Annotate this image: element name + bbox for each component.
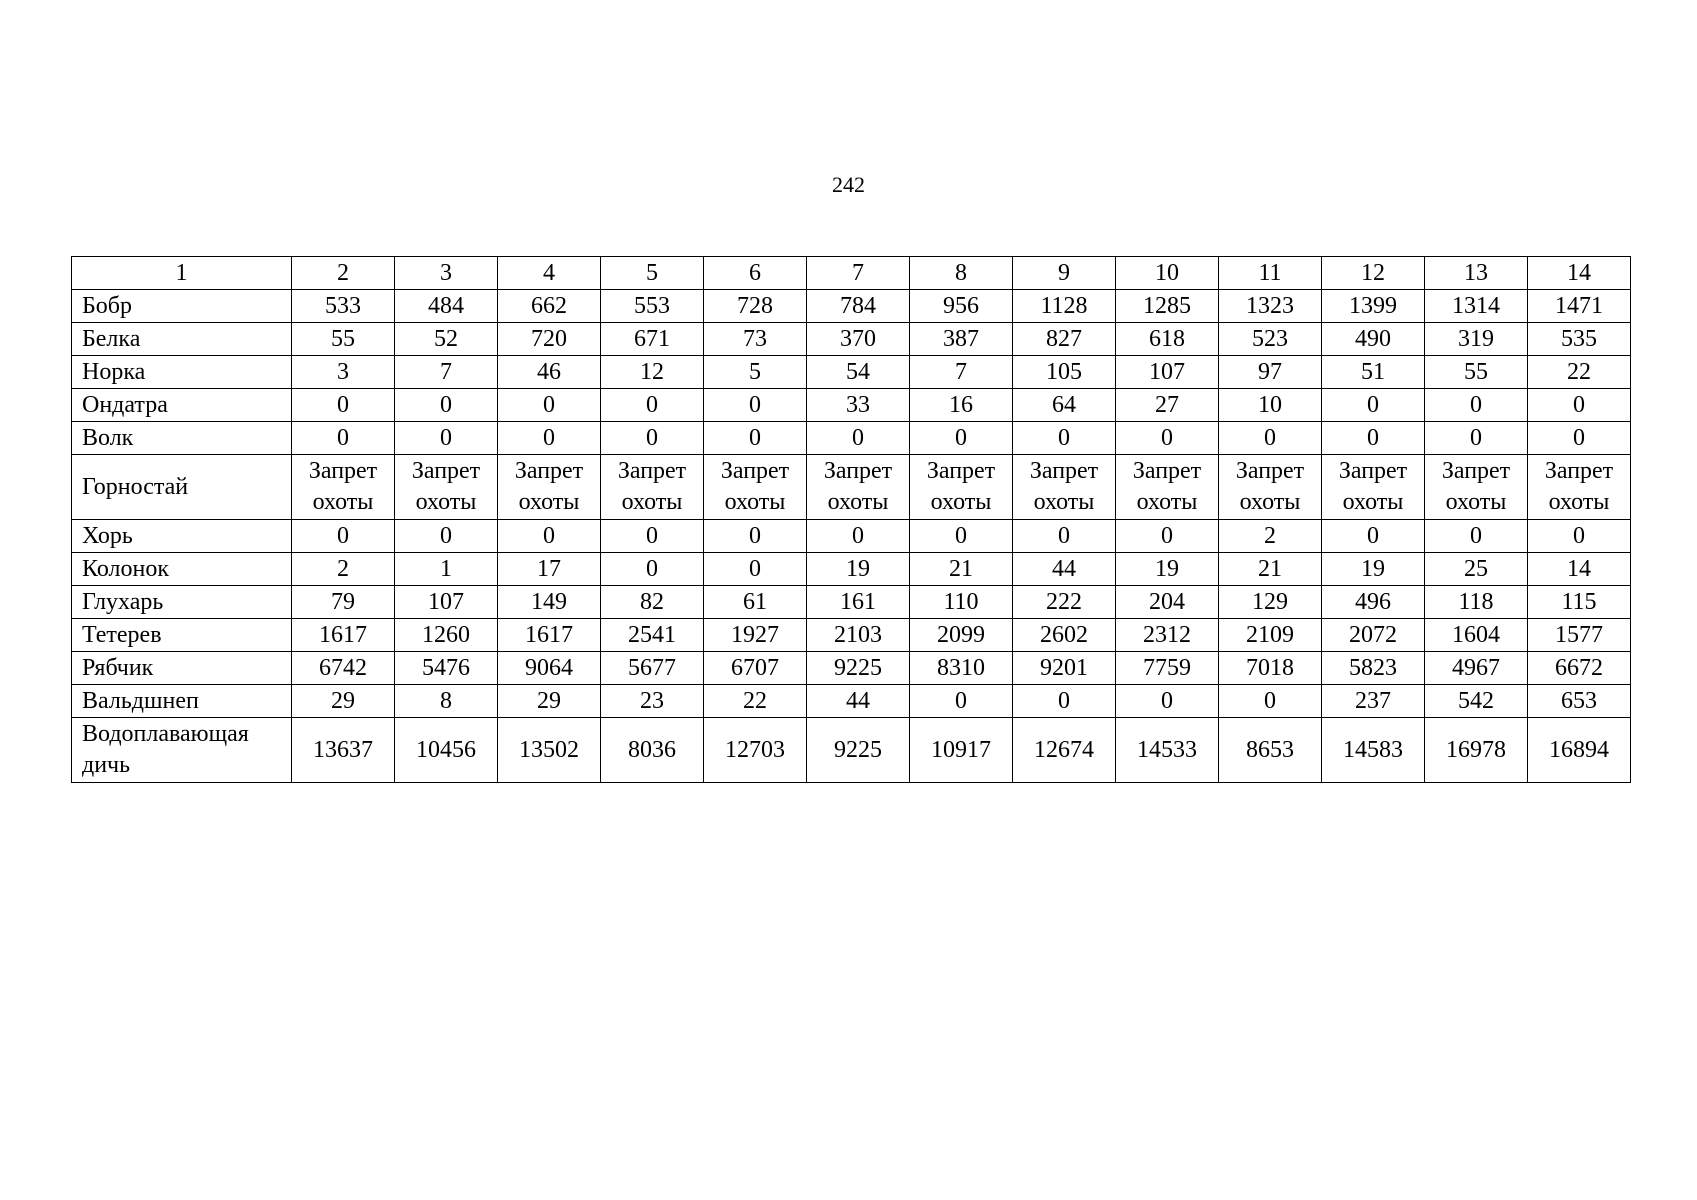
- value-cell: 1471: [1528, 290, 1631, 323]
- value-cell: 61: [704, 586, 807, 619]
- value-cell: 110: [910, 586, 1013, 619]
- species-name-cell: Глухарь: [72, 586, 292, 619]
- value-cell: 44: [807, 685, 910, 718]
- value-cell: 6742: [292, 652, 395, 685]
- table-row: [72, 323, 1631, 356]
- cell-line: Запрет: [514, 458, 584, 484]
- value-cell: 19: [807, 553, 910, 586]
- value-cell: 387: [910, 323, 1013, 356]
- value-cell: 542: [1425, 685, 1528, 718]
- cell-line: охоты: [1445, 489, 1507, 515]
- column-number-cell: 14: [1528, 257, 1631, 290]
- species-name-cell: Тетерев: [72, 619, 292, 652]
- value-cell: 19: [1116, 553, 1219, 586]
- column-number-cell: 12: [1322, 257, 1425, 290]
- value-cell: 7: [910, 356, 1013, 389]
- value-cell: 2: [292, 553, 395, 586]
- value-cell: 29: [292, 685, 395, 718]
- value-cell: 161: [807, 586, 910, 619]
- value-cell: 129: [1219, 586, 1322, 619]
- value-cell: 0: [1322, 520, 1425, 553]
- value-cell: 533: [292, 290, 395, 323]
- column-number-cell: 2: [292, 257, 395, 290]
- table-row: [72, 553, 1631, 586]
- value-cell: [1528, 455, 1631, 520]
- value-cell: 956: [910, 290, 1013, 323]
- value-cell: 16: [910, 389, 1013, 422]
- value-cell: 10917: [910, 718, 1013, 783]
- value-cell: 222: [1013, 586, 1116, 619]
- value-cell: 671: [601, 323, 704, 356]
- value-cell: 54: [807, 356, 910, 389]
- table-row: [72, 685, 1631, 718]
- species-name-cell: Норка: [72, 356, 292, 389]
- table-row: [72, 520, 1631, 553]
- column-number-cell: 3: [395, 257, 498, 290]
- cell-line: охоты: [930, 489, 992, 515]
- cell-line: охоты: [1033, 489, 1095, 515]
- value-cell: 0: [498, 520, 601, 553]
- value-cell: 115: [1528, 586, 1631, 619]
- value-cell: [498, 455, 601, 520]
- cell-line: охоты: [1136, 489, 1198, 515]
- table-body: [72, 257, 1631, 783]
- value-cell: 1399: [1322, 290, 1425, 323]
- value-cell: 1260: [395, 619, 498, 652]
- value-cell: [1116, 455, 1219, 520]
- value-cell: 2312: [1116, 619, 1219, 652]
- value-cell: [807, 455, 910, 520]
- value-cell: 0: [910, 422, 1013, 455]
- value-cell: 0: [1013, 520, 1116, 553]
- value-cell: 0: [1013, 685, 1116, 718]
- table-row: [72, 455, 1631, 520]
- value-cell: 14: [1528, 553, 1631, 586]
- value-cell: 1604: [1425, 619, 1528, 652]
- cell-line: Запрет: [1441, 458, 1511, 484]
- cell-line: Запрет: [411, 458, 481, 484]
- column-number-cell: 13: [1425, 257, 1528, 290]
- column-number-cell: 7: [807, 257, 910, 290]
- value-cell: 5677: [601, 652, 704, 685]
- column-number-cell: 11: [1219, 257, 1322, 290]
- value-cell: 0: [395, 389, 498, 422]
- value-cell: 149: [498, 586, 601, 619]
- value-cell: 0: [1425, 520, 1528, 553]
- cell-line: охоты: [518, 489, 580, 515]
- value-cell: 0: [601, 553, 704, 586]
- value-cell: 55: [1425, 356, 1528, 389]
- value-cell: 0: [395, 520, 498, 553]
- value-cell: 1: [395, 553, 498, 586]
- value-cell: 10: [1219, 389, 1322, 422]
- value-cell: 107: [395, 586, 498, 619]
- value-cell: 653: [1528, 685, 1631, 718]
- value-cell: 33: [807, 389, 910, 422]
- value-cell: 5476: [395, 652, 498, 685]
- value-cell: [1219, 455, 1322, 520]
- cell-line: Запрет: [1132, 458, 1202, 484]
- cell-line: охоты: [827, 489, 889, 515]
- value-cell: 19: [1322, 553, 1425, 586]
- value-cell: 17: [498, 553, 601, 586]
- value-cell: 8036: [601, 718, 704, 783]
- value-cell: 0: [1219, 685, 1322, 718]
- value-cell: 0: [704, 389, 807, 422]
- value-cell: 2109: [1219, 619, 1322, 652]
- value-cell: 0: [498, 389, 601, 422]
- species-name-cell: Колонок: [72, 553, 292, 586]
- value-cell: 79: [292, 586, 395, 619]
- cell-line: Запрет: [823, 458, 893, 484]
- table-row: [72, 389, 1631, 422]
- value-cell: 13502: [498, 718, 601, 783]
- value-cell: 0: [1116, 422, 1219, 455]
- value-cell: 490: [1322, 323, 1425, 356]
- value-cell: 0: [395, 422, 498, 455]
- value-cell: 8310: [910, 652, 1013, 685]
- value-cell: 2072: [1322, 619, 1425, 652]
- value-cell: 0: [1528, 422, 1631, 455]
- cell-line: охоты: [1548, 489, 1610, 515]
- value-cell: 105: [1013, 356, 1116, 389]
- value-cell: 5: [704, 356, 807, 389]
- value-cell: 720: [498, 323, 601, 356]
- value-cell: [1322, 455, 1425, 520]
- value-cell: 12: [601, 356, 704, 389]
- value-cell: 1617: [292, 619, 395, 652]
- cell-line: Запрет: [308, 458, 378, 484]
- value-cell: 0: [910, 685, 1013, 718]
- value-cell: 237: [1322, 685, 1425, 718]
- value-cell: 0: [292, 422, 395, 455]
- value-cell: [910, 455, 1013, 520]
- value-cell: 1128: [1013, 290, 1116, 323]
- value-cell: 523: [1219, 323, 1322, 356]
- column-number-cell: 5: [601, 257, 704, 290]
- value-cell: 784: [807, 290, 910, 323]
- value-cell: 23: [601, 685, 704, 718]
- column-number-row: [72, 257, 1631, 290]
- value-cell: 618: [1116, 323, 1219, 356]
- value-cell: 8: [395, 685, 498, 718]
- value-cell: 5823: [1322, 652, 1425, 685]
- value-cell: 0: [1322, 422, 1425, 455]
- value-cell: 55: [292, 323, 395, 356]
- value-cell: 1314: [1425, 290, 1528, 323]
- value-cell: 118: [1425, 586, 1528, 619]
- species-name-cell: Волк: [72, 422, 292, 455]
- value-cell: 107: [1116, 356, 1219, 389]
- cell-line: охоты: [1342, 489, 1404, 515]
- table-row: [72, 718, 1631, 783]
- value-cell: 0: [1322, 389, 1425, 422]
- value-cell: [292, 455, 395, 520]
- value-cell: 0: [1425, 389, 1528, 422]
- value-cell: 0: [292, 389, 395, 422]
- value-cell: 0: [1116, 520, 1219, 553]
- value-cell: 21: [1219, 553, 1322, 586]
- value-cell: 14533: [1116, 718, 1219, 783]
- value-cell: 9225: [807, 718, 910, 783]
- value-cell: 6707: [704, 652, 807, 685]
- column-number-cell: 4: [498, 257, 601, 290]
- value-cell: 319: [1425, 323, 1528, 356]
- value-cell: 2: [1219, 520, 1322, 553]
- species-name-cell: Белка: [72, 323, 292, 356]
- value-cell: 2103: [807, 619, 910, 652]
- value-cell: 10456: [395, 718, 498, 783]
- value-cell: 12674: [1013, 718, 1116, 783]
- value-cell: 0: [1116, 685, 1219, 718]
- value-cell: 0: [1219, 422, 1322, 455]
- species-name-cell: Рябчик: [72, 652, 292, 685]
- value-cell: 46: [498, 356, 601, 389]
- table-row: [72, 652, 1631, 685]
- cell-line: охоты: [312, 489, 374, 515]
- table-row: [72, 290, 1631, 323]
- value-cell: 9201: [1013, 652, 1116, 685]
- value-cell: 0: [807, 422, 910, 455]
- value-cell: 14583: [1322, 718, 1425, 783]
- value-cell: 1617: [498, 619, 601, 652]
- value-cell: 73: [704, 323, 807, 356]
- value-cell: 553: [601, 290, 704, 323]
- value-cell: 8653: [1219, 718, 1322, 783]
- value-cell: [1013, 455, 1116, 520]
- value-cell: 97: [1219, 356, 1322, 389]
- value-cell: 0: [807, 520, 910, 553]
- value-cell: 13637: [292, 718, 395, 783]
- value-cell: [601, 455, 704, 520]
- cell-line: Запрет: [926, 458, 996, 484]
- value-cell: 27: [1116, 389, 1219, 422]
- value-cell: 25: [1425, 553, 1528, 586]
- value-cell: 52: [395, 323, 498, 356]
- species-name-cell: Хорь: [72, 520, 292, 553]
- value-cell: 1285: [1116, 290, 1219, 323]
- page-number: 242: [832, 172, 865, 197]
- value-cell: 0: [1013, 422, 1116, 455]
- value-cell: 484: [395, 290, 498, 323]
- value-cell: 827: [1013, 323, 1116, 356]
- value-cell: 44: [1013, 553, 1116, 586]
- value-cell: 21: [910, 553, 1013, 586]
- value-cell: 64: [1013, 389, 1116, 422]
- value-cell: 535: [1528, 323, 1631, 356]
- value-cell: 0: [910, 520, 1013, 553]
- value-cell: 16978: [1425, 718, 1528, 783]
- table-row: [72, 356, 1631, 389]
- value-cell: 7: [395, 356, 498, 389]
- value-cell: 0: [601, 520, 704, 553]
- cell-line: охоты: [1239, 489, 1301, 515]
- value-cell: 0: [704, 422, 807, 455]
- value-cell: 0: [704, 553, 807, 586]
- value-cell: 3: [292, 356, 395, 389]
- value-cell: 496: [1322, 586, 1425, 619]
- table-row: [72, 619, 1631, 652]
- value-cell: 7759: [1116, 652, 1219, 685]
- value-cell: 0: [601, 389, 704, 422]
- cell-line: Запрет: [1544, 458, 1614, 484]
- column-number-cell: 1: [72, 257, 292, 290]
- value-cell: 204: [1116, 586, 1219, 619]
- cell-line: Водоплавающая: [82, 721, 249, 747]
- value-cell: 0: [1528, 520, 1631, 553]
- species-name-cell: Бобр: [72, 290, 292, 323]
- cell-line: Запрет: [1029, 458, 1099, 484]
- column-number-cell: 9: [1013, 257, 1116, 290]
- value-cell: 1927: [704, 619, 807, 652]
- column-number-cell: 8: [910, 257, 1013, 290]
- value-cell: 16894: [1528, 718, 1631, 783]
- species-name-cell: Горностай: [72, 455, 292, 520]
- value-cell: 0: [1425, 422, 1528, 455]
- value-cell: [395, 455, 498, 520]
- cell-line: Запрет: [720, 458, 790, 484]
- value-cell: 82: [601, 586, 704, 619]
- cell-line: Запрет: [1235, 458, 1305, 484]
- value-cell: 51: [1322, 356, 1425, 389]
- value-cell: 1323: [1219, 290, 1322, 323]
- value-cell: 2541: [601, 619, 704, 652]
- column-number-cell: 6: [704, 257, 807, 290]
- value-cell: 9225: [807, 652, 910, 685]
- value-cell: 728: [704, 290, 807, 323]
- species-name-cell: [72, 718, 292, 783]
- value-cell: 7018: [1219, 652, 1322, 685]
- value-cell: 0: [1528, 389, 1631, 422]
- cell-line: Запрет: [1338, 458, 1408, 484]
- value-cell: 1577: [1528, 619, 1631, 652]
- species-name-cell: Вальдшнеп: [72, 685, 292, 718]
- cell-line: охоты: [621, 489, 683, 515]
- table-row: [72, 586, 1631, 619]
- cell-line: охоты: [415, 489, 477, 515]
- value-cell: 2099: [910, 619, 1013, 652]
- cell-line: охоты: [724, 489, 786, 515]
- cell-line: дичь: [82, 752, 131, 778]
- value-cell: 29: [498, 685, 601, 718]
- value-cell: 0: [704, 520, 807, 553]
- cell-line: Запрет: [617, 458, 687, 484]
- value-cell: [704, 455, 807, 520]
- value-cell: 370: [807, 323, 910, 356]
- value-cell: 22: [1528, 356, 1631, 389]
- value-cell: 0: [498, 422, 601, 455]
- hunting-statistics-table: [71, 256, 1631, 783]
- value-cell: 0: [601, 422, 704, 455]
- value-cell: [1425, 455, 1528, 520]
- table-row: [72, 422, 1631, 455]
- column-number-cell: 10: [1116, 257, 1219, 290]
- value-cell: 22: [704, 685, 807, 718]
- value-cell: 6672: [1528, 652, 1631, 685]
- species-name-cell: Ондатра: [72, 389, 292, 422]
- value-cell: 4967: [1425, 652, 1528, 685]
- value-cell: 0: [292, 520, 395, 553]
- value-cell: 2602: [1013, 619, 1116, 652]
- value-cell: 9064: [498, 652, 601, 685]
- value-cell: 662: [498, 290, 601, 323]
- value-cell: 12703: [704, 718, 807, 783]
